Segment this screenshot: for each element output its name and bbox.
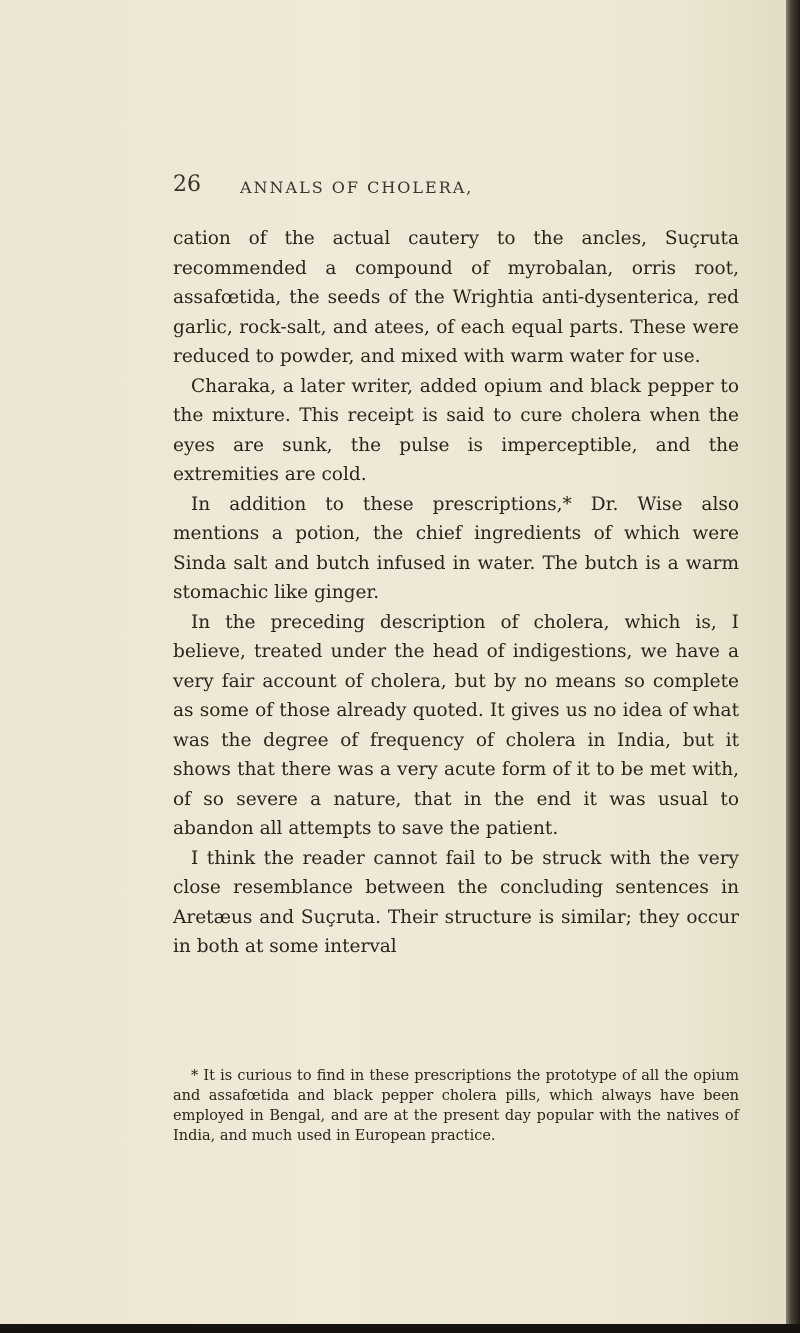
paragraph-1: cation of the actual cautery to the ancles, Suçruta recommended a compound of myrobalan, orris root, assafœtida, the seeds of the Wrightia anti-dysenterica, red garlic, rock-salt, and atees, of each equal parts. These were reduced to powder, and mixed with warm water for use. [173,228,739,367]
page-number: 26 [173,172,201,197]
paragraph-5: I think the reader cannot fail to be struck with the very close resemblance between the concluding sentences in Aretæus and Suçruta. Their structure is similar; they occur in both at some interval [173,847,739,957]
footnote: * It is curious to find in these prescriptions the prototype of all the opium and assafœtida and black pepper cholera pills, which always have been employed in Bengal, and are at the present day popular with the natives of India, and much used in European practice. [173,1068,739,1144]
body-text [173,224,739,962]
paragraph-2: Charaka, a later writer, added opium and black pepper to the mixture. This receipt is said to cure cholera when the eyes are sunk, the pulse is imperceptible, and the extremities are cold. [173,375,739,485]
paragraph-3: In addition to these prescriptions,* Dr. Wise also mentions a potion, the chief ingredients of which were Sinda salt and butch infused in water. The butch is a warm stomachic like ginger. [173,493,739,603]
paragraph-4: In the preceding description of cholera, which is, I believe, treated under the head of indigestions, we have a very fair account of cholera, but by no means so complete as some of those already quoted. It gives us no idea of what was the degree of frequency of cholera in India, but it shows that there was a very acute form of it to be met with, of so severe a nature, that in the end it was usual to abandon all attempts to save the patient. [173,611,739,839]
book-spine-edge [786,0,800,1333]
scan-bottom-edge [0,1324,800,1333]
running-head: ANNALS OF CHOLERA, [240,178,474,197]
